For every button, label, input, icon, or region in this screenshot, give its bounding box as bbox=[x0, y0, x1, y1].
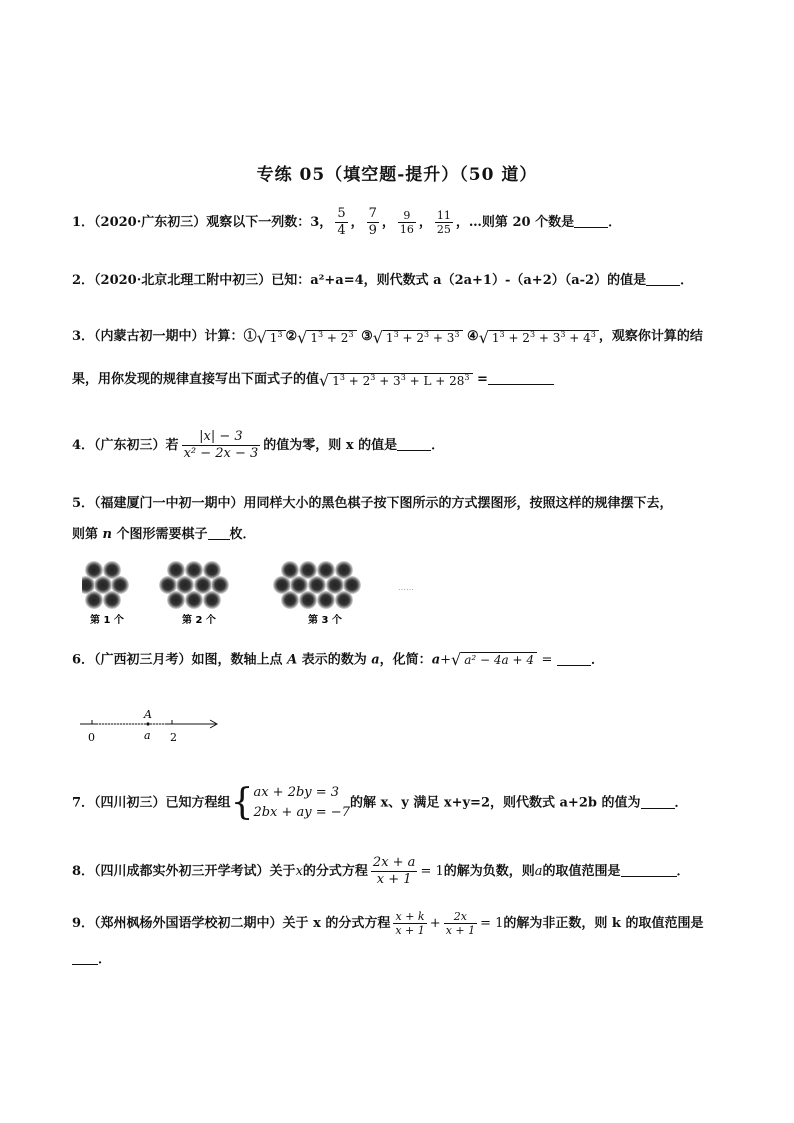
q3-answer-blank[interactable] bbox=[488, 384, 554, 385]
q3-root-general: √ $1^3 + 2^3 + 3^3 + L + 28^3$ bbox=[319, 368, 472, 391]
q6-end: ． bbox=[590, 652, 604, 668]
q3-root-2: √ $1^3 + 2^3$ bbox=[297, 325, 356, 348]
q1-number: 1． bbox=[72, 215, 95, 230]
q8-tail-2: 的取值范围是 bbox=[542, 864, 621, 879]
q3-circle-3: ③ bbox=[361, 329, 373, 344]
q4-fraction: $\frac{|x| - 3}{\text{x² − 2x − 3}}$ bbox=[183, 429, 259, 461]
q8-end: ． bbox=[676, 864, 690, 879]
q1-source: （2020·广东初三）观察以下一列数：3， bbox=[94, 215, 333, 230]
q4-tail: 的值为零，则 x 的值是 bbox=[263, 438, 398, 453]
q7-equation-2: 2bx + ay = −7 bbox=[253, 804, 350, 820]
q3-root-3: √ $1^3 + 2^3 + 3^3$ bbox=[373, 325, 463, 348]
q3-circle-4: ④ bbox=[467, 329, 479, 344]
question-7 bbox=[72, 781, 722, 825]
q5-line-1: （福建厦门一中初一期中）用同样大小的黑色棋子按下图所示的方式摆图形，按照这样的规律摆下去， bbox=[94, 496, 673, 511]
q5-figure-1-label: 第 1 个 bbox=[90, 615, 124, 626]
q1-fraction-3: $\frac{9}{16}$ bbox=[399, 209, 414, 236]
q6-plus: + bbox=[440, 652, 452, 668]
question-4 bbox=[72, 429, 722, 462]
q8-answer-blank[interactable] bbox=[621, 876, 677, 877]
q7-source: （四川初三）已知方程组 bbox=[94, 795, 231, 811]
q1-fraction-1: $\frac{5}{4}$ bbox=[337, 206, 346, 238]
q9-source: （郑州枫杨外国语学校初二期中）关于 x 的分式方程 bbox=[94, 916, 391, 931]
q5-figure-2 bbox=[159, 561, 229, 609]
q5-pattern-svg bbox=[82, 560, 442, 630]
question-9 bbox=[72, 910, 722, 937]
q4-number: 4． bbox=[72, 438, 95, 453]
q7-tail: 的解 x、y 满足 x+y=2，则代数式 a+2b 的值为 bbox=[349, 795, 641, 811]
q1-tail: ，…则第 20 个数是 bbox=[455, 215, 575, 230]
q3-number: 3． bbox=[72, 329, 95, 344]
q7-end: ． bbox=[674, 795, 688, 811]
question-6 bbox=[72, 650, 722, 671]
q6-mid: 表示的数为 bbox=[297, 652, 372, 668]
q5-end: 枚． bbox=[229, 527, 256, 542]
q1-end: ． bbox=[608, 215, 622, 230]
q5-number: 5． bbox=[72, 496, 95, 511]
q3-source: （内蒙古初一期中）计算： bbox=[94, 329, 244, 344]
q7-equation-1: ax + 2by = 3 bbox=[253, 784, 340, 800]
q6-tail: ，化简： bbox=[379, 652, 432, 668]
q5-line-2a: 则第 bbox=[72, 527, 103, 542]
q6-axis-a-label: a bbox=[144, 729, 151, 742]
q9-answer-blank[interactable] bbox=[72, 964, 98, 965]
q1-answer-blank[interactable] bbox=[574, 227, 608, 228]
question-2 bbox=[72, 271, 722, 291]
q6-number-line bbox=[78, 702, 228, 746]
page-title: 专练 05（填空题-提升）（50 道） bbox=[256, 165, 538, 185]
q8-mid: 的分式方程 bbox=[302, 864, 368, 879]
q3-line-2-text: 果，用你发现的规律直接写出下面式子的值 bbox=[72, 372, 320, 387]
q6-number-line-svg bbox=[78, 702, 228, 746]
q8-source: （四川成都实外初三开学考试）关于 bbox=[94, 864, 296, 879]
q3-circle-1: ① bbox=[243, 329, 257, 344]
q2-text: （2020·北京北理工附中初三）已知：a²+a=4，则代数式 a（2a+1）-（a+2）（a-2）的值是 bbox=[94, 273, 647, 288]
q3-circle-2: ② bbox=[285, 329, 298, 344]
q6-root: √ a² − 4a + 4 bbox=[451, 650, 537, 670]
q3-root-1: √ $1^3$ bbox=[257, 325, 286, 348]
q5-figure-3-label: 第 3 个 bbox=[308, 615, 342, 626]
q9-number: 9． bbox=[72, 916, 95, 931]
q6-expr-a: a bbox=[431, 652, 441, 668]
q6-number: 6． bbox=[72, 652, 95, 668]
q9-tail: 的解为非正数，则 k 的取值范围是 bbox=[503, 916, 704, 931]
q5-ellipsis: …… bbox=[398, 583, 414, 592]
q4-source: （广东初三）若 bbox=[94, 438, 179, 453]
q7-answer-blank[interactable] bbox=[641, 808, 675, 809]
q6-equals: = bbox=[541, 652, 553, 668]
q9-plus: + bbox=[429, 916, 441, 931]
q6-answer-blank[interactable] bbox=[557, 665, 591, 666]
q6-source: （广西初三月考）如图，数轴上点 bbox=[94, 652, 288, 668]
q4-answer-blank[interactable] bbox=[397, 450, 431, 451]
question-8 bbox=[72, 855, 722, 888]
q2-end: ． bbox=[680, 273, 694, 288]
question-1: 1．（2020·广东初三）观察以下一列数：3， $\frac{5}{4}$ ， $\frac{7}{9}$ ， $\frac{9}{16}$ ， $\frac{11}{25}$ ，…则第 20 个数是 ． bbox=[72, 206, 622, 238]
q9-end: ． bbox=[98, 952, 112, 967]
q5-figure-3 bbox=[273, 561, 361, 609]
q9-equals-one: = 1 bbox=[480, 916, 504, 931]
q1-fraction-4: $\frac{11}{25}$ bbox=[436, 209, 451, 236]
q6-point-a: A bbox=[287, 652, 298, 668]
q8-variable-x: x bbox=[295, 864, 303, 879]
q6-axis-point-a-label: A bbox=[144, 708, 152, 721]
q5-answer-blank[interactable] bbox=[208, 539, 230, 540]
q3-equals: = bbox=[477, 372, 488, 387]
question-3-line-2 bbox=[72, 368, 722, 391]
q6-axis-zero-label: 0 bbox=[88, 731, 95, 744]
q2-number: 2． bbox=[72, 273, 95, 288]
q7-number: 7． bbox=[72, 795, 95, 811]
q5-pattern-figures bbox=[82, 560, 442, 630]
q9-fraction-2: $\frac{2x}{x + 1}$ bbox=[445, 910, 476, 937]
q8-equals-one: = 1 bbox=[420, 864, 444, 879]
q6-axis-two-label: 2 bbox=[170, 731, 177, 744]
q3-root-4: √ $1^3 + 2^3 + 3^3 + 4^3$ bbox=[479, 325, 599, 348]
q4-end: ． bbox=[431, 438, 445, 453]
q5-figure-1 bbox=[82, 561, 129, 609]
q8-tail: 的解为负数，则 bbox=[443, 864, 535, 879]
q5-variable-n: n bbox=[102, 527, 112, 542]
q6-variable-a: a bbox=[371, 652, 380, 668]
q8-fraction: $\frac{2x + a}{x + 1}$ bbox=[372, 855, 416, 887]
q9-fraction-1: $\frac{x + k}{x + 1}$ bbox=[395, 910, 425, 937]
question-5-line-2 bbox=[72, 525, 722, 545]
q1-fraction-2: $\frac{7}{9}$ bbox=[368, 206, 377, 238]
q7-equation-system: { ax + 2by = 3 2bx + ay = −7 bbox=[230, 781, 350, 823]
q3-tail: ，观察你计算的结 bbox=[598, 329, 703, 344]
q8-number: 8． bbox=[72, 864, 95, 879]
q8-variable-a: a bbox=[534, 864, 543, 879]
q5-line-2b: 个图形需要棋子 bbox=[111, 527, 208, 542]
question-9-line-2 bbox=[72, 950, 722, 970]
question-5 bbox=[72, 494, 722, 514]
question-3 bbox=[72, 325, 722, 348]
q5-figure-2-label: 第 2 个 bbox=[182, 615, 216, 626]
q2-answer-blank[interactable] bbox=[646, 285, 680, 286]
